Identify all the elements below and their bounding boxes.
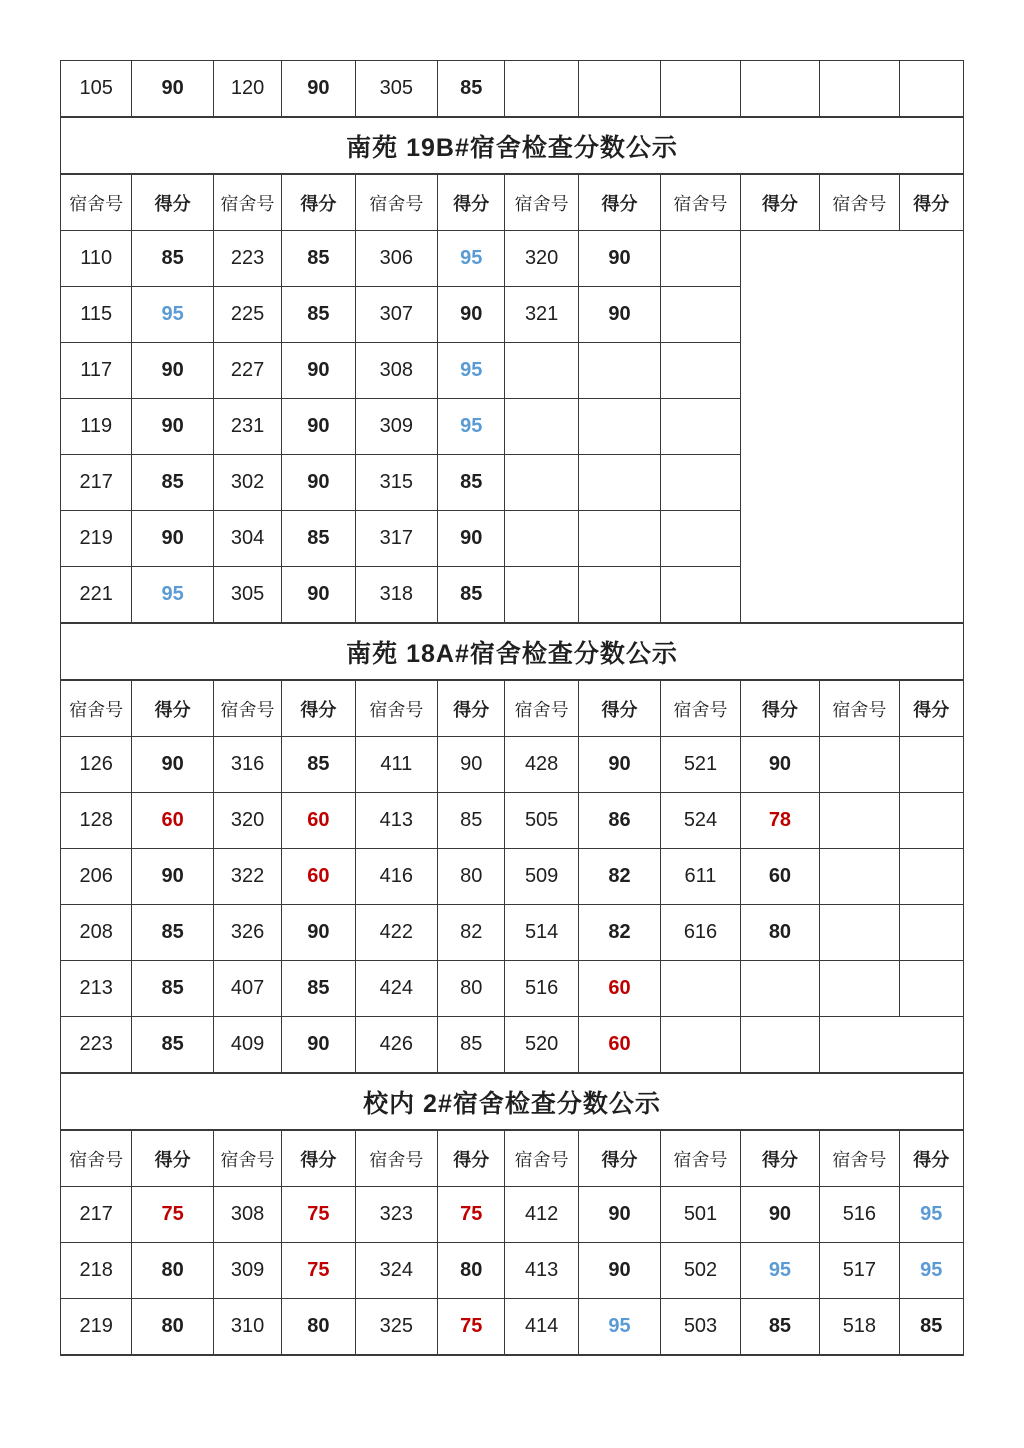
- data-row: [61, 1299, 964, 1356]
- room-cell: 321: [505, 287, 578, 343]
- score-cell: 60: [578, 1017, 660, 1074]
- data-row: [61, 905, 964, 961]
- room-cell: 517: [820, 1243, 899, 1299]
- score-cell: 90: [132, 399, 213, 455]
- score-cell: 75: [438, 1299, 505, 1356]
- room-cell: 616: [661, 905, 740, 961]
- column-header-score: 得分: [899, 1130, 963, 1187]
- score-cell: 90: [132, 61, 213, 118]
- empty-cell: [740, 231, 963, 624]
- empty-cell: [661, 455, 740, 511]
- score-cell: 95: [438, 231, 505, 287]
- room-cell: 316: [213, 737, 281, 793]
- score-cell: 85: [282, 961, 355, 1017]
- room-cell: 320: [213, 793, 281, 849]
- room-cell: 502: [661, 1243, 740, 1299]
- empty-cell: [820, 961, 899, 1017]
- room-cell: 518: [820, 1299, 899, 1356]
- score-cell: 90: [132, 511, 213, 567]
- room-cell: 323: [355, 1187, 437, 1243]
- empty-cell: [661, 1017, 740, 1074]
- column-header-score: 得分: [740, 1130, 819, 1187]
- score-table-body: [61, 61, 964, 1356]
- room-cell: 428: [505, 737, 578, 793]
- empty-cell: [578, 511, 660, 567]
- score-cell: 95: [740, 1243, 819, 1299]
- column-header-room: 宿舍号: [661, 1130, 740, 1187]
- column-header-score: 得分: [282, 1130, 355, 1187]
- score-cell: 85: [282, 737, 355, 793]
- column-header-room: 宿舍号: [505, 174, 578, 231]
- room-cell: 117: [61, 343, 132, 399]
- room-cell: 409: [213, 1017, 281, 1074]
- score-cell: 60: [132, 793, 213, 849]
- score-cell: 85: [132, 1017, 213, 1074]
- score-cell: 90: [578, 287, 660, 343]
- empty-cell: [505, 343, 578, 399]
- column-header-score: 得分: [740, 174, 819, 231]
- room-cell: 126: [61, 737, 132, 793]
- score-cell: 90: [132, 849, 213, 905]
- column-header-room: 宿舍号: [61, 174, 132, 231]
- score-cell: 90: [282, 61, 355, 118]
- score-cell: 60: [282, 849, 355, 905]
- room-cell: 324: [355, 1243, 437, 1299]
- room-cell: 208: [61, 905, 132, 961]
- score-cell: 82: [438, 905, 505, 961]
- room-cell: 217: [61, 455, 132, 511]
- empty-cell: [820, 737, 899, 793]
- section-title: 南苑 19B#宿舍检查分数公示: [61, 117, 964, 174]
- score-cell: 75: [282, 1243, 355, 1299]
- score-cell: 85: [899, 1299, 963, 1356]
- empty-cell: [661, 399, 740, 455]
- score-cell: 75: [282, 1187, 355, 1243]
- data-row: [61, 1187, 964, 1243]
- room-cell: 505: [505, 793, 578, 849]
- score-cell: 90: [132, 343, 213, 399]
- room-cell: 412: [505, 1187, 578, 1243]
- score-cell: 90: [438, 511, 505, 567]
- title-row: [61, 623, 964, 680]
- empty-cell: [820, 849, 899, 905]
- score-cell: 80: [438, 849, 505, 905]
- room-cell: 218: [61, 1243, 132, 1299]
- empty-cell: [578, 399, 660, 455]
- room-cell: 501: [661, 1187, 740, 1243]
- column-header-room: 宿舍号: [820, 680, 899, 737]
- room-cell: 318: [355, 567, 437, 624]
- score-cell: 82: [578, 905, 660, 961]
- column-header-score: 得分: [899, 680, 963, 737]
- score-cell: 95: [132, 567, 213, 624]
- score-table: [60, 60, 964, 1356]
- empty-cell: [505, 511, 578, 567]
- score-cell: 85: [438, 455, 505, 511]
- room-cell: 119: [61, 399, 132, 455]
- empty-cell: [661, 61, 740, 118]
- empty-cell: [661, 961, 740, 1017]
- room-cell: 105: [61, 61, 132, 118]
- empty-cell: [578, 61, 660, 118]
- data-row: [61, 61, 964, 118]
- score-cell: 85: [282, 511, 355, 567]
- score-cell: 75: [438, 1187, 505, 1243]
- column-header-room: 宿舍号: [355, 680, 437, 737]
- column-header-score: 得分: [438, 680, 505, 737]
- room-cell: 407: [213, 961, 281, 1017]
- empty-cell: [899, 905, 963, 961]
- room-cell: 307: [355, 287, 437, 343]
- section-title: 校内 2#宿舍检查分数公示: [61, 1073, 964, 1130]
- column-header-room: 宿舍号: [213, 680, 281, 737]
- column-header-score: 得分: [132, 1130, 213, 1187]
- data-row: [61, 1243, 964, 1299]
- score-cell: 85: [132, 961, 213, 1017]
- score-cell: 85: [282, 287, 355, 343]
- empty-cell: [740, 61, 819, 118]
- empty-cell: [578, 343, 660, 399]
- room-cell: 309: [213, 1243, 281, 1299]
- room-cell: 206: [61, 849, 132, 905]
- column-header-score: 得分: [282, 174, 355, 231]
- room-cell: 326: [213, 905, 281, 961]
- empty-cell: [661, 511, 740, 567]
- score-cell: 95: [132, 287, 213, 343]
- score-cell: 60: [578, 961, 660, 1017]
- header-row: [61, 680, 964, 737]
- empty-cell: [505, 455, 578, 511]
- score-cell: 90: [578, 1187, 660, 1243]
- score-cell: 85: [132, 455, 213, 511]
- room-cell: 225: [213, 287, 281, 343]
- room-cell: 306: [355, 231, 437, 287]
- column-header-score: 得分: [899, 174, 963, 231]
- empty-cell: [899, 737, 963, 793]
- score-cell: 90: [132, 737, 213, 793]
- empty-cell: [899, 961, 963, 1017]
- room-cell: 304: [213, 511, 281, 567]
- score-cell: 95: [578, 1299, 660, 1356]
- empty-cell: [578, 567, 660, 624]
- column-header-score: 得分: [438, 174, 505, 231]
- score-cell: 95: [899, 1243, 963, 1299]
- room-cell: 509: [505, 849, 578, 905]
- score-cell: 80: [438, 1243, 505, 1299]
- room-cell: 309: [355, 399, 437, 455]
- score-cell: 90: [740, 1187, 819, 1243]
- score-cell: 90: [282, 343, 355, 399]
- empty-cell: [740, 1017, 819, 1074]
- title-row: [61, 1073, 964, 1130]
- room-cell: 231: [213, 399, 281, 455]
- room-cell: 305: [355, 61, 437, 118]
- score-cell: 90: [438, 737, 505, 793]
- column-header-score: 得分: [578, 174, 660, 231]
- score-cell: 95: [438, 343, 505, 399]
- empty-cell: [820, 1017, 964, 1074]
- room-cell: 310: [213, 1299, 281, 1356]
- room-cell: 520: [505, 1017, 578, 1074]
- column-header-room: 宿舍号: [661, 174, 740, 231]
- empty-cell: [899, 793, 963, 849]
- room-cell: 414: [505, 1299, 578, 1356]
- room-cell: 315: [355, 455, 437, 511]
- room-cell: 219: [61, 1299, 132, 1356]
- data-row: [61, 737, 964, 793]
- room-cell: 320: [505, 231, 578, 287]
- empty-cell: [899, 61, 963, 118]
- column-header-room: 宿舍号: [61, 1130, 132, 1187]
- column-header-room: 宿舍号: [213, 1130, 281, 1187]
- room-cell: 302: [213, 455, 281, 511]
- empty-cell: [820, 61, 899, 118]
- column-header-room: 宿舍号: [820, 174, 899, 231]
- empty-cell: [820, 905, 899, 961]
- score-cell: 90: [282, 905, 355, 961]
- room-cell: 424: [355, 961, 437, 1017]
- room-cell: 223: [213, 231, 281, 287]
- room-cell: 110: [61, 231, 132, 287]
- room-cell: 120: [213, 61, 281, 118]
- empty-cell: [740, 961, 819, 1017]
- room-cell: 305: [213, 567, 281, 624]
- score-cell: 85: [132, 231, 213, 287]
- title-row: [61, 117, 964, 174]
- score-cell: 60: [740, 849, 819, 905]
- score-cell: 85: [282, 231, 355, 287]
- room-cell: 416: [355, 849, 437, 905]
- column-header-room: 宿舍号: [820, 1130, 899, 1187]
- empty-cell: [505, 567, 578, 624]
- room-cell: 426: [355, 1017, 437, 1074]
- column-header-score: 得分: [132, 174, 213, 231]
- score-cell: 60: [282, 793, 355, 849]
- empty-cell: [505, 399, 578, 455]
- room-cell: 524: [661, 793, 740, 849]
- column-header-score: 得分: [438, 1130, 505, 1187]
- data-row: [61, 793, 964, 849]
- score-cell: 80: [740, 905, 819, 961]
- room-cell: 325: [355, 1299, 437, 1356]
- score-cell: 90: [740, 737, 819, 793]
- column-header-score: 得分: [578, 1130, 660, 1187]
- room-cell: 411: [355, 737, 437, 793]
- header-row: [61, 1130, 964, 1187]
- empty-cell: [505, 61, 578, 118]
- score-cell: 85: [438, 1017, 505, 1074]
- room-cell: 223: [61, 1017, 132, 1074]
- score-cell: 80: [132, 1299, 213, 1356]
- score-cell: 90: [578, 1243, 660, 1299]
- room-cell: 217: [61, 1187, 132, 1243]
- empty-cell: [661, 287, 740, 343]
- section-title: 南苑 18A#宿舍检查分数公示: [61, 623, 964, 680]
- room-cell: 221: [61, 567, 132, 624]
- score-cell: 85: [740, 1299, 819, 1356]
- score-cell: 86: [578, 793, 660, 849]
- room-cell: 422: [355, 905, 437, 961]
- score-cell: 90: [282, 455, 355, 511]
- data-row: [61, 231, 964, 287]
- score-cell: 95: [899, 1187, 963, 1243]
- column-header-room: 宿舍号: [61, 680, 132, 737]
- column-header-score: 得分: [740, 680, 819, 737]
- room-cell: 213: [61, 961, 132, 1017]
- room-cell: 128: [61, 793, 132, 849]
- empty-cell: [578, 455, 660, 511]
- score-cell: 80: [132, 1243, 213, 1299]
- data-row: [61, 1017, 964, 1074]
- score-cell: 90: [578, 231, 660, 287]
- room-cell: 413: [505, 1243, 578, 1299]
- score-cell: 80: [282, 1299, 355, 1356]
- data-row: [61, 849, 964, 905]
- room-cell: 611: [661, 849, 740, 905]
- column-header-score: 得分: [282, 680, 355, 737]
- column-header-room: 宿舍号: [661, 680, 740, 737]
- room-cell: 227: [213, 343, 281, 399]
- column-header-room: 宿舍号: [355, 174, 437, 231]
- score-cell: 85: [438, 793, 505, 849]
- score-cell: 85: [438, 567, 505, 624]
- column-header-score: 得分: [578, 680, 660, 737]
- room-cell: 503: [661, 1299, 740, 1356]
- score-cell: 90: [282, 1017, 355, 1074]
- empty-cell: [661, 231, 740, 287]
- empty-cell: [661, 343, 740, 399]
- room-cell: 413: [355, 793, 437, 849]
- room-cell: 219: [61, 511, 132, 567]
- score-cell: 90: [578, 737, 660, 793]
- column-header-room: 宿舍号: [213, 174, 281, 231]
- score-cell: 90: [438, 287, 505, 343]
- column-header-room: 宿舍号: [355, 1130, 437, 1187]
- score-cell: 75: [132, 1187, 213, 1243]
- empty-cell: [661, 567, 740, 624]
- room-cell: 317: [355, 511, 437, 567]
- room-cell: 521: [661, 737, 740, 793]
- column-header-room: 宿舍号: [505, 1130, 578, 1187]
- score-cell: 85: [438, 61, 505, 118]
- data-row: [61, 961, 964, 1017]
- empty-cell: [899, 849, 963, 905]
- room-cell: 308: [355, 343, 437, 399]
- score-cell: 80: [438, 961, 505, 1017]
- score-cell: 78: [740, 793, 819, 849]
- score-cell: 85: [132, 905, 213, 961]
- room-cell: 308: [213, 1187, 281, 1243]
- empty-cell: [820, 793, 899, 849]
- room-cell: 514: [505, 905, 578, 961]
- score-cell: 90: [282, 399, 355, 455]
- room-cell: 516: [820, 1187, 899, 1243]
- score-cell: 95: [438, 399, 505, 455]
- room-cell: 115: [61, 287, 132, 343]
- room-cell: 516: [505, 961, 578, 1017]
- score-cell: 90: [282, 567, 355, 624]
- room-cell: 322: [213, 849, 281, 905]
- score-cell: 82: [578, 849, 660, 905]
- header-row: [61, 174, 964, 231]
- column-header-room: 宿舍号: [505, 680, 578, 737]
- column-header-score: 得分: [132, 680, 213, 737]
